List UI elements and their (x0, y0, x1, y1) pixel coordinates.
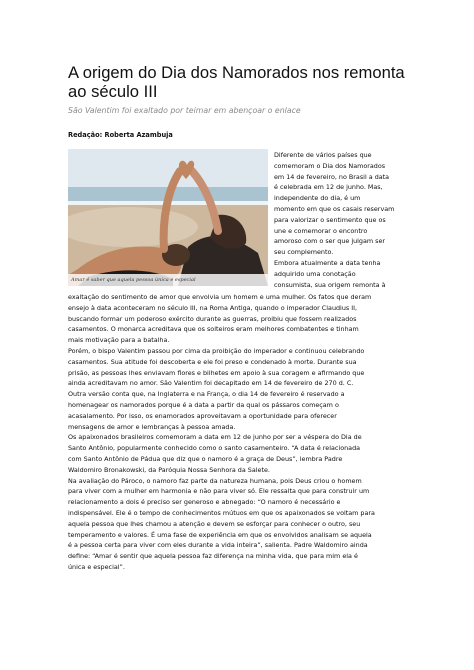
text-line: Na avaliação do Pároco, o namoro faz parte da natureza humana, pois Deus criou o homem (68, 476, 362, 485)
article-byline: Redação: Roberta Azambuja (68, 131, 173, 139)
text-line: buscando formar um poderoso exército durante as guerras, proibiu que fossem realizados (68, 314, 357, 323)
text-line: indispensável. Ele é o tempo de conhecimentos mútuos em que os apaixonados se voltam para (68, 508, 375, 517)
text-line: Diferente de vários países que (274, 151, 372, 159)
text-line: Porém, o bispo Valentim passou por cima da proibição do imperador e continuou celebrando (68, 346, 365, 355)
text-line: Embora atualmente a data tenha (274, 258, 381, 267)
text-line: homenagear os namorados porque é a data a partir da qual os pássaros começam o (68, 400, 339, 409)
text-line: é a pessoa certa para viver com eles durante a vida inteira”, salienta. Padre Waldomiro ainda (68, 541, 368, 550)
article-subtitle: São Valentim foi exaltado por teimar em abençoar o enlace (68, 106, 301, 115)
text-line: mais motivação para a batalha. (68, 336, 170, 345)
text-line: exaltação do sentimento de amor que envolvia um homem e uma mulher. Os fatos que deram (68, 293, 372, 301)
article-body (68, 292, 410, 573)
text-line: independente do dia, é um (274, 194, 361, 203)
text-line: ainda acreditavam no amor. São Valentim foi decapitado em 14 de fevereiro de 270 d. C. (68, 379, 354, 388)
text-line: com Santo Antônio de Pádua que diz que o namoro é a graça de Deus”, lembra Padre (68, 454, 343, 463)
couple-heart-hands-photo (68, 149, 268, 286)
text-line: relacionamento a dois é preciso ser generoso e abnegado: “O namoro é necessário e (68, 498, 341, 507)
text-line: Outra versão conta que, na Inglaterra e na França, o dia 14 de fevereiro é reservado a (68, 390, 345, 399)
text-line: Santo Antônio, popularmente conhecido como o santo casamenteiro. “A data é relacionada (68, 444, 361, 453)
text-line: adquirido uma conotação (274, 269, 356, 278)
text-line: mensagens de amor e lembranças à pessoa amada. (68, 422, 236, 431)
article-title (68, 63, 418, 101)
text-line: seu complemento. (274, 248, 334, 257)
body-paragraph (68, 292, 410, 573)
text-line: temperamento e valores. É uma fase de experiência em que os envolvidos analisam se aquela (68, 530, 372, 539)
text-line: é celebrada em 12 de junho. Mas, (274, 183, 383, 192)
beach-photo-illustration (68, 149, 268, 286)
article-title-line: ao século III (68, 82, 158, 101)
text-line: comemoram o Dia dos Namorados (274, 161, 386, 170)
text-line: ensejo à data aconteceram no século III, na Roma Antiga, quando o imperador Claudius II, (68, 303, 358, 312)
text-line: define: “Amar é sentir que aquela pessoa faz diferença na minha vida, que para mim ela é (68, 552, 358, 561)
text-line: Os apaixonados brasileiros comemoram a data em 12 de junho por ser a véspera do Dia de (68, 433, 362, 442)
text-line: une e comemorar o encontro (274, 226, 368, 235)
side-column-text (274, 150, 410, 290)
text-line: consumista, sua origem remonta à (274, 280, 386, 289)
text-line: para viver com a mulher em harmonia e não para viver só. Ele ressalta que para construir um (68, 487, 370, 496)
text-line: para valorizar o sentimento que os (274, 215, 386, 224)
text-line: Waldomiro Bronakowski, da Paróquia Nossa Senhora da Salete. (68, 465, 270, 474)
side-paragraph (274, 150, 410, 290)
article-title-line: A origem do Dia dos Namorados nos remonta (68, 63, 405, 82)
text-line: aquela pessoa que lhes chamou a atenção e devem se esforçar para conhecer o outro, seu (68, 519, 361, 528)
text-line: prisão, as pessoas lhes enviavam flores e bilhetes em apoio à sua coragem e afirmando que (68, 368, 365, 377)
text-line: amoroso com o ser que julgam ser (274, 237, 386, 246)
text-line: única e especial”. (68, 562, 125, 571)
photo-caption: Amar é saber que aquela pessoa única e especial (68, 274, 268, 286)
text-line: casamentos. O monarca acreditava que os solteiros eram melhores combatentes e tinham (68, 325, 359, 334)
text-line: acasalamento. Por isso, os enamorados aproveitavam a oportunidade para oferecer (68, 411, 337, 420)
text-line: casamentos. Sua atitude foi descoberta e ele foi preso e condenado à morte. Durante sua (68, 357, 357, 366)
text-line: em 14 de fevereiro, no Brasil a data (274, 172, 390, 181)
text-line: momento em que os casais reservam (274, 204, 395, 213)
